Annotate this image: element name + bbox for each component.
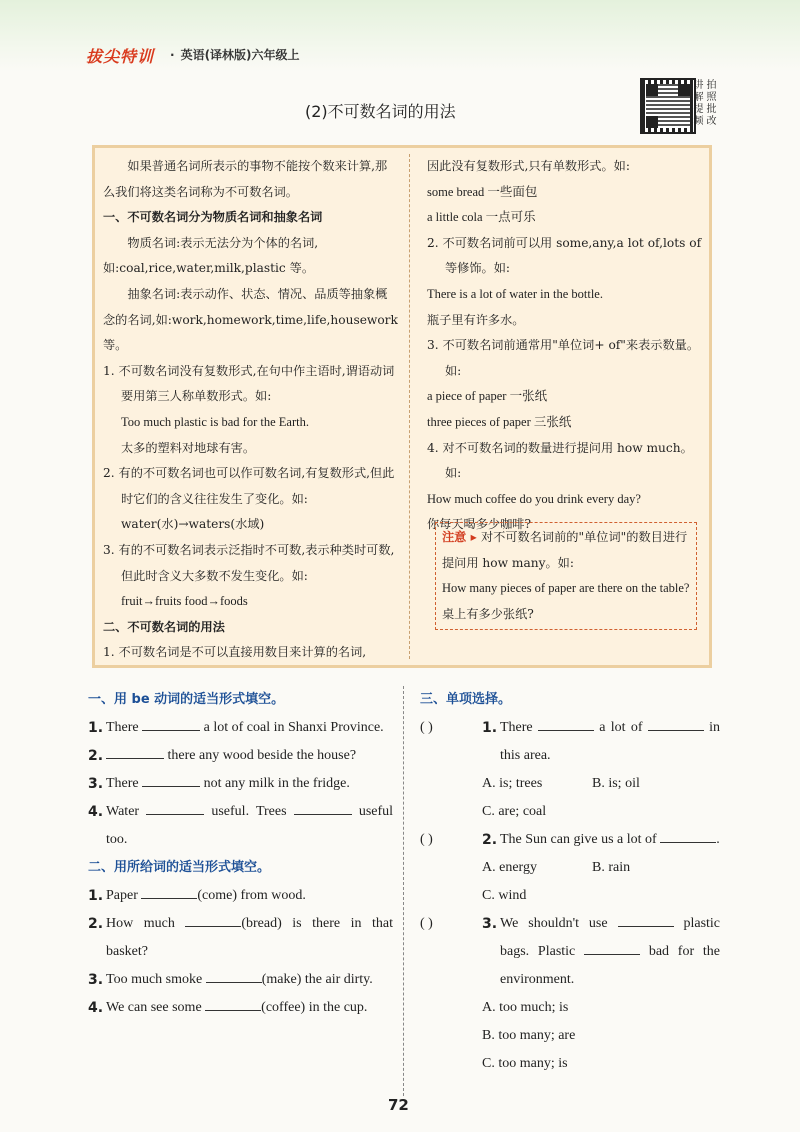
option-a[interactable]: A. energy xyxy=(482,860,537,875)
exercise-3-question-1: ( ) 1. There a lot of in this area. xyxy=(420,714,720,770)
exercise-3-question-3-option-a xyxy=(420,994,720,1022)
exercise-section-2-heading: 二、用所给词的适当形式填空。 xyxy=(88,860,271,875)
answer-blank[interactable] xyxy=(618,912,674,927)
note-box xyxy=(435,522,697,630)
rule-point-2: 2. 有的不可数名词也可以作可数名词,有复数形式,但此时它们的含义往往发生了变化。如: xyxy=(103,466,395,506)
answer-blank[interactable] xyxy=(106,744,164,759)
exercises-divider xyxy=(403,686,404,1096)
answer-paren[interactable]: ( ) xyxy=(420,832,433,847)
usage-example-bread: some bread 一些面包 xyxy=(427,184,538,199)
exercise-3-question-3-option-b xyxy=(420,1022,720,1050)
exercises-right-column xyxy=(420,686,720,1078)
exercise-2-question-1: 1. Paper (come) from wood. xyxy=(88,882,393,910)
answer-paren[interactable]: ( ) xyxy=(420,720,433,735)
answer-blank[interactable] xyxy=(185,912,241,927)
answer-paren[interactable]: ( ) xyxy=(420,916,433,931)
qr-code-icon[interactable] xyxy=(640,78,696,134)
note-tag: 注意 xyxy=(442,530,467,544)
book-subject: · 英语(译林版)六年级上 xyxy=(170,48,300,62)
exercise-1-question-1: 1. There a lot of coal in Shanxi Province. xyxy=(88,714,393,742)
answer-blank[interactable] xyxy=(142,772,200,787)
column-divider xyxy=(409,154,410,659)
note-example: How many pieces of paper are there on the table? xyxy=(442,581,690,596)
grammar-rules-box xyxy=(92,145,712,668)
usage-point-1: 1. 不可数名词是不可以直接用数目来计算的名词, xyxy=(103,645,367,660)
rules-left-column xyxy=(103,154,399,666)
answer-blank[interactable] xyxy=(538,716,594,731)
option-b[interactable]: B. too many; are xyxy=(482,1028,576,1043)
usage-point-3: 3. 不可数名词前通常用"单位词+ of"来表示数量。如: xyxy=(427,338,700,378)
answer-blank[interactable] xyxy=(205,996,261,1011)
option-c[interactable]: C. too many; is xyxy=(482,1056,568,1071)
subject-text: 英语(译林版)六年级上 xyxy=(180,48,300,62)
option-c[interactable]: C. are; coal xyxy=(482,804,547,819)
usage-point-2-translation: 瓶子里有许多水。 xyxy=(427,312,525,327)
usage-point-1-continued: 因此没有复数形式,只有单数形式。如: xyxy=(427,159,630,173)
qr-label: 讲 拍 解 照 提 批 频 改 xyxy=(693,80,717,127)
rule-material: 物质名词:表示无法分为个体的名词,如:coal,rice,water,milk,plastic 等。 xyxy=(103,235,319,276)
answer-blank[interactable] xyxy=(660,828,716,843)
answer-blank[interactable] xyxy=(141,884,197,899)
usage-point-2-example: There is a lot of water in the bottle. xyxy=(427,286,603,301)
note-arrow-icon: ▸ xyxy=(466,530,481,544)
usage-example-cola: a little cola 一点可乐 xyxy=(427,210,536,225)
exercise-3-question-2-options xyxy=(420,854,720,882)
usage-point-3-example-1: a piece of paper 一张纸 xyxy=(427,389,548,404)
option-b[interactable]: B. rain xyxy=(592,860,631,875)
note-text: 对不可数名词前的"单位词"的数目进行提问用 how many。如: xyxy=(442,530,688,570)
exercise-3-question-1-options xyxy=(420,770,720,798)
note-translation: 桌上有多少张纸? xyxy=(442,606,534,621)
section-title: (2)不可数名词的用法 xyxy=(305,102,456,121)
exercise-2-question-2: 2. How much (bread) is there in that basket? xyxy=(88,910,393,966)
answer-blank[interactable] xyxy=(142,716,200,731)
rule-point-3: 3. 有的不可数名词表示泛指时不可数,表示种类时可数,但此时含义大多数不发生变化。如: xyxy=(103,542,395,583)
option-a[interactable]: A. is; trees xyxy=(482,776,543,791)
exercise-1-question-2: 2. there any wood beside the house? xyxy=(88,742,393,770)
usage-point-3-example-2: three pieces of paper 三张纸 xyxy=(427,414,572,429)
rule-abstract: 抽象名词:表示动作、状态、情况、品质等抽象概念的名词,如:work,homework,time,life,housework 等。 xyxy=(103,286,398,353)
rule-intro: 如果普通名词所表示的事物不能按个数来计算,那么我们将这类名词称为不可数名词。 xyxy=(103,159,388,199)
answer-blank[interactable] xyxy=(584,940,640,955)
exercise-section-3-heading: 三、单项选择。 xyxy=(420,692,512,707)
rule-point-1-translation: 太多的塑料对地球有害。 xyxy=(121,440,256,455)
exercise-3-question-2: ( ) 2. The Sun can give us a lot of . xyxy=(420,826,720,854)
exercise-3-question-3-option-c xyxy=(420,1050,720,1078)
exercise-1-question-4: 4. Water useful. Trees useful too. xyxy=(88,798,393,854)
option-b[interactable]: B. is; oil xyxy=(592,776,640,791)
rule-heading-2: 二、不可数名词的用法 xyxy=(103,619,225,634)
exercise-2-question-3: 3. Too much smoke (make) the air dirty. xyxy=(88,966,393,994)
answer-blank[interactable] xyxy=(648,716,704,731)
exercise-3-question-3: ( ) 3. We shouldn't use plastic bags. Plastic bad for the environment. xyxy=(420,910,720,994)
rules-right-column xyxy=(427,154,707,621)
exercise-3-question-2-options-2 xyxy=(420,882,720,910)
option-a[interactable]: A. too much; is xyxy=(482,1000,569,1015)
page-number: 72 xyxy=(388,1096,409,1114)
exercises-left-column xyxy=(88,686,393,1022)
rule-point-1: 1. 不可数名词没有复数形式,在句中作主语时,谓语动词要用第三人称单数形式。如: xyxy=(103,363,395,404)
usage-point-4: 4. 对不可数名词的数量进行提问用 how much。如: xyxy=(427,440,693,481)
answer-blank[interactable] xyxy=(294,800,352,815)
exercise-section-1-heading: 一、用 be 动词的适当形式填空。 xyxy=(88,692,285,707)
option-c[interactable]: C. wind xyxy=(482,888,527,903)
exercise-3-question-1-options-2 xyxy=(420,798,720,826)
exercise-2-question-4: 4. We can see some (coffee) in the cup. xyxy=(88,994,393,1022)
brand-logo: 拔尖特训 xyxy=(86,47,155,66)
answer-blank[interactable] xyxy=(146,800,204,815)
exercise-1-question-3: 3. There not any milk in the fridge. xyxy=(88,770,393,798)
usage-point-4-translation: 你每天喝多少咖啡? xyxy=(427,517,532,532)
usage-point-4-example: How much coffee do you drink every day? xyxy=(427,491,641,506)
usage-point-2: 2. 不可数名词前可以用 some,any,a lot of,lots of 等修饰。如: xyxy=(427,235,702,276)
answer-blank[interactable] xyxy=(206,968,262,983)
rule-point-1-example: Too much plastic is bad for the Earth. xyxy=(121,414,309,429)
rule-point-2-example: water(水)→waters(水域) xyxy=(121,517,265,532)
rule-heading-1: 一、不可数名词分为物质名词和抽象名词 xyxy=(103,210,323,225)
rule-point-3-example: fruit→fruits food→foods xyxy=(121,594,248,609)
